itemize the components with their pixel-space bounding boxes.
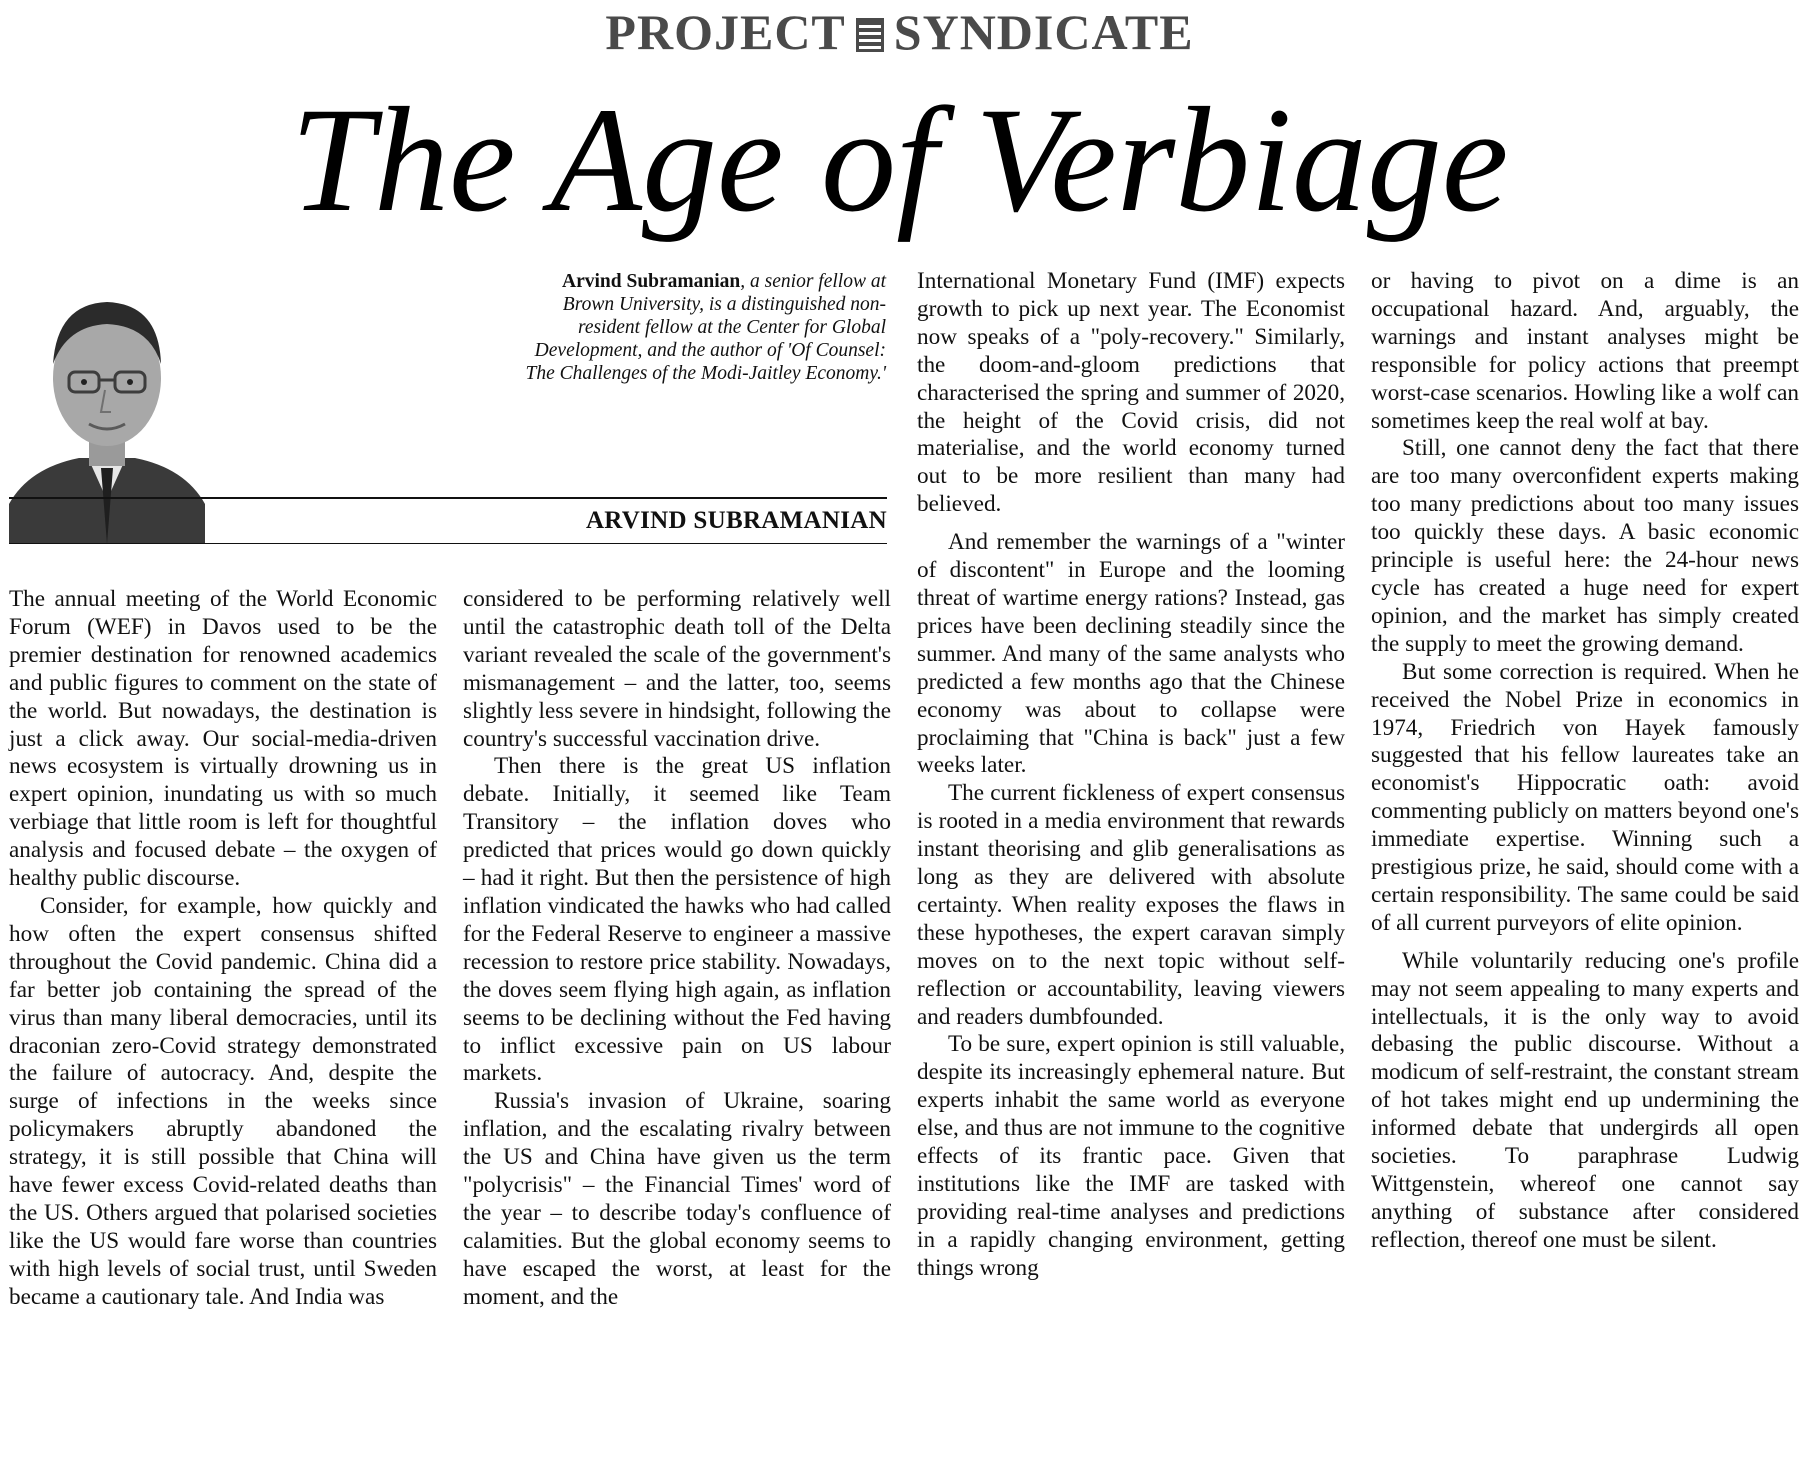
paragraph: And remember the warnings of a "winter of discontent" in Europe and the looming threat of wartime energy rations? Instead, gas prices have been declining steadily since the summer. And many of the same analysts who predicted a few months ago that the Chinese economy was about to collapse were proclaiming that "China is back" just a few weeks later. bbox=[917, 529, 1345, 779]
masthead-syndicate: SYNDICATE bbox=[893, 4, 1194, 60]
newspaper-icon bbox=[856, 18, 884, 52]
paragraph: considered to be performing relatively well until the catastrophic death toll of the Delta variant revealed the scale of the government's mismanagement – and the latter, too, seems slightly less severe in hindsight, following the country's successful vaccination drive. bbox=[463, 586, 891, 752]
paragraph: The annual meeting of the World Economic Forum (WEF) in Davos used to be the premier destination for renowned academics and public figures to comment on the state of the world. But nowadays, the destination is just a click away. Our social-media-driven news ecosystem is virtually drowning us in expert opinion, inundating us with so much verbiage that little room is left for thoughtful analysis and focused debate – the oxygen of healthy public discourse. bbox=[9, 586, 437, 892]
article-column-4 bbox=[1371, 268, 1799, 1255]
paragraph: Consider, for example, how quickly and how often the expert consensus shifted throughout the Covid pandemic. China did a far better job containing the spread of the virus than many liberal democracies, until its draconian zero-Covid strategy demonstrated the failure of autocracy. And, despite the surge of infections in the weeks since policymakers abruptly abandoned the strategy, it is still possible that China will have fewer excess Covid-related deaths than the US. Others argued that polarised societies like the US would fare worse than countries with high levels of social trust, until Sweden became a cautionary tale. And India was bbox=[9, 892, 437, 1310]
article-column-2 bbox=[463, 586, 891, 1312]
article-headline: The Age of Verbiage bbox=[290, 77, 1509, 243]
byline-rule bbox=[9, 497, 887, 499]
byline-divider bbox=[9, 543, 887, 544]
article-column-3 bbox=[917, 268, 1345, 1283]
masthead-project: PROJECT bbox=[605, 4, 846, 60]
author-bio bbox=[520, 270, 886, 385]
article-column-1 bbox=[9, 586, 437, 1312]
paragraph: Russia's invasion of Ukraine, soaring inflation, and the escalating rivalry between the US and China have given us the term "polycrisis" – the Financial Times' word of the year – to describe today's confluence of calamities. But the global economy seems to have escaped the worst, at least for the moment, and the bbox=[463, 1088, 891, 1310]
masthead bbox=[0, 6, 1799, 58]
author-bio-text: , a senior fellow at Brown University, is a distinguished non-resident fellow at the Center for Global Development, and the author of 'Of Counsel: The Challenges of the Modi-Jaitley Economy.' bbox=[525, 271, 886, 384]
paragraph: Still, one cannot deny the fact that there are too many overconfident experts making too many predictions about too many issues too quickly these days. A basic economic principle is useful here: the 24-hour news cycle has created a huge need for expert opinion, and the market has simply created the supply to meet the growing demand. bbox=[1371, 435, 1799, 657]
byline: ARVIND SUBRAMANIAN bbox=[585, 507, 887, 534]
paragraph: International Monetary Fund (IMF) expects growth to pick up next year. The Economist now speaks of a "poly-recovery." Similarly, the doom-and-gloom predictions that characterised the spring and summer of 2020, the height of the Covid crisis, did not materialise, and the world economy turned out to be more resilient than many had believed. bbox=[917, 268, 1345, 518]
paragraph: Then there is the great US inflation debate. Initially, it seemed like Team Transitory – the inflation doves who predicted that prices would go down quickly – had it right. But then the persistence of high inflation vindicated the hawks who had called for the Federal Reserve to engineer a massive recession to restore price stability. Nowadays, the doves seem flying high again, as inflation seems to be declining without the Fed having to inflict excessive pain on US labour markets. bbox=[463, 753, 891, 1087]
paragraph: While voluntarily reducing one's profile may not seem appealing to many experts and intellectuals, it is the only way to avoid debasing the public discourse. Without a modicum of self-restraint, the constant stream of hot takes might end up undermining the informed debate that undergirds all open societies. To paraphrase Ludwig Wittgenstein, whereof one cannot say anything of substance after considered reflection, thereof one must be silent. bbox=[1371, 947, 1799, 1253]
paragraph: The current fickleness of expert consensus is rooted in a media environment that rewards instant theorising and glib generalisations as long as they are delivered with absolute certainty. When reality exposes the flaws in these hypotheses, the expert caravan simply moves on to the next topic without self-reflection or accountability, leaving viewers and readers dumbfounded. bbox=[917, 780, 1345, 1030]
paragraph: But some correction is required. When he received the Nobel Prize in economics in 1974, Friedrich von Hayek famously suggested that his fellow laureates take an economist's Hippocratic oath: avoid commenting publicly on matters beyond one's immediate expertise. Winning such a prestigious prize, he said, should come with a certain responsibility. The same could be said of all current purveyors of elite opinion. bbox=[1371, 658, 1799, 936]
paragraph: or having to pivot on a dime is an occupational hazard. And, arguably, the warnings and instant analyses might be responsible for policy actions that preempt worst-case scenarios. Howling like a wolf can sometimes keep the real wolf at bay. bbox=[1371, 268, 1799, 434]
paragraph: To be sure, expert opinion is still valuable, despite its increasingly ephemeral nature. But experts inhabit the same world as everyone else, and thus are not immune to the cognitive effects of its frantic pace. Given that institutions like the IMF are tasked with providing real-time analyses and predictions in a rapidly changing environment, getting things wrong bbox=[917, 1031, 1345, 1281]
author-portrait-icon bbox=[9, 268, 205, 544]
author-bio-name: Arvind Subramanian bbox=[562, 271, 741, 292]
